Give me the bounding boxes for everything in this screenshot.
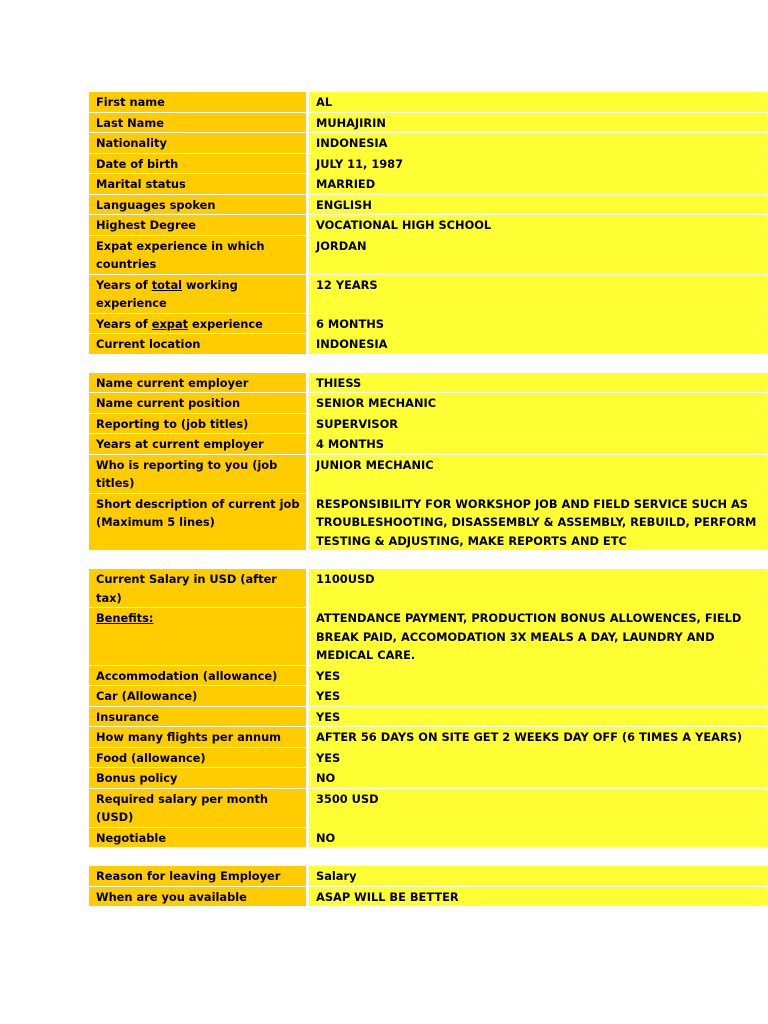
expat-experience-label-pre: Years of bbox=[96, 316, 152, 331]
car-value: YES bbox=[309, 686, 767, 706]
marital-value: MARRIED bbox=[309, 174, 767, 194]
languages-value: ENGLISH bbox=[309, 195, 767, 215]
row-languages bbox=[89, 195, 767, 215]
first-name-label: First name bbox=[89, 92, 306, 112]
row-benefits bbox=[89, 608, 767, 665]
row-reporting-to-you bbox=[89, 455, 767, 493]
negotiable-value: NO bbox=[309, 828, 767, 848]
row-accommodation bbox=[89, 666, 767, 686]
row-required-salary bbox=[89, 789, 767, 827]
last-name-label: Last Name bbox=[89, 113, 306, 133]
employer-value: THIESS bbox=[309, 373, 767, 393]
row-reporting-to bbox=[89, 414, 767, 434]
benefits-label: Benefits: bbox=[89, 608, 306, 665]
total-experience-label-underlined: total bbox=[151, 277, 183, 292]
last-name-value: MUHAJIRIN bbox=[309, 113, 767, 133]
required-salary-label: Required salary per month (USD) bbox=[89, 789, 306, 827]
insurance-value: YES bbox=[309, 707, 767, 727]
row-last-name bbox=[89, 113, 767, 133]
reporting-to-value: SUPERVISOR bbox=[309, 414, 767, 434]
row-position bbox=[89, 393, 767, 413]
total-experience-value: 12 YEARS bbox=[309, 275, 767, 313]
location-label: Current location bbox=[89, 334, 306, 354]
employment-section bbox=[89, 373, 767, 551]
row-reason-leaving bbox=[89, 866, 767, 886]
flights-value: AFTER 56 DAYS ON SITE GET 2 WEEKS DAY OFF (6 TIMES A YEARS) bbox=[309, 727, 767, 747]
row-food bbox=[89, 748, 767, 768]
total-experience-label-post: working experience bbox=[96, 277, 238, 310]
availability-label: When are you available bbox=[89, 887, 306, 907]
position-label: Name current position bbox=[89, 393, 306, 413]
expat-experience-label bbox=[89, 314, 306, 334]
degree-value: VOCATIONAL HIGH SCHOOL bbox=[309, 215, 767, 235]
reporting-to-you-label: Who is reporting to you (job titles) bbox=[89, 455, 306, 493]
row-degree bbox=[89, 215, 767, 235]
row-marital bbox=[89, 174, 767, 194]
first-name-value: AL bbox=[309, 92, 767, 112]
row-availability bbox=[89, 887, 767, 907]
expat-experience-label-underlined: expat bbox=[151, 316, 189, 331]
total-experience-label-pre: Years of bbox=[96, 277, 152, 292]
required-salary-value: 3500 USD bbox=[309, 789, 767, 827]
reporting-to-label: Reporting to (job titles) bbox=[89, 414, 306, 434]
row-job-description bbox=[89, 494, 767, 551]
row-salary bbox=[89, 569, 767, 607]
row-employer bbox=[89, 373, 767, 393]
negotiable-label: Negotiable bbox=[89, 828, 306, 848]
row-total-experience bbox=[89, 275, 767, 313]
nationality-value: INDONESIA bbox=[309, 133, 767, 153]
position-value: SENIOR MECHANIC bbox=[309, 393, 767, 413]
degree-label: Highest Degree bbox=[89, 215, 306, 235]
salary-value: 1100USD bbox=[309, 569, 767, 607]
benefits-value: ATTENDANCE PAYMENT, PRODUCTION BONUS ALLOWENCES, FIELD BREAK PAID, ACCOMODATION 3X MEALS A DAY, LAUNDRY AND MEDICAL CARE. bbox=[309, 608, 767, 665]
bonus-value: NO bbox=[309, 768, 767, 788]
marital-label: Marital status bbox=[89, 174, 306, 194]
row-nationality bbox=[89, 133, 767, 153]
nationality-label: Nationality bbox=[89, 133, 306, 153]
expat-countries-value: JORDAN bbox=[309, 236, 767, 274]
accommodation-label: Accommodation (allowance) bbox=[89, 666, 306, 686]
food-label: Food (allowance) bbox=[89, 748, 306, 768]
employer-label: Name current employer bbox=[89, 373, 306, 393]
years-at-employer-value: 4 MONTHS bbox=[309, 434, 767, 454]
leaving-section bbox=[89, 866, 767, 906]
candidate-form bbox=[89, 92, 767, 907]
job-description-label: Short description of current job (Maximum 5 lines) bbox=[89, 494, 306, 551]
reporting-to-you-value: JUNIOR MECHANIC bbox=[309, 455, 767, 493]
row-flights bbox=[89, 727, 767, 747]
accommodation-value: YES bbox=[309, 666, 767, 686]
expat-experience-value: 6 MONTHS bbox=[309, 314, 767, 334]
dob-value: JULY 11, 1987 bbox=[309, 154, 767, 174]
location-value: INDONESIA bbox=[309, 334, 767, 354]
row-car bbox=[89, 686, 767, 706]
expat-experience-label-post: experience bbox=[188, 316, 263, 331]
languages-label: Languages spoken bbox=[89, 195, 306, 215]
reason-leaving-label: Reason for leaving Employer bbox=[89, 866, 306, 886]
row-insurance bbox=[89, 707, 767, 727]
compensation-section bbox=[89, 569, 767, 847]
row-years-at-employer bbox=[89, 434, 767, 454]
car-label: Car (Allowance) bbox=[89, 686, 306, 706]
food-value: YES bbox=[309, 748, 767, 768]
total-experience-label bbox=[89, 275, 306, 313]
row-expat-experience bbox=[89, 314, 767, 334]
row-location bbox=[89, 334, 767, 354]
row-bonus bbox=[89, 768, 767, 788]
row-dob bbox=[89, 154, 767, 174]
expat-countries-label: Expat experience in which countries bbox=[89, 236, 306, 274]
row-expat-countries bbox=[89, 236, 767, 274]
row-first-name bbox=[89, 92, 767, 112]
personal-section bbox=[89, 92, 767, 354]
insurance-label: Insurance bbox=[89, 707, 306, 727]
row-negotiable bbox=[89, 828, 767, 848]
flights-label: How many flights per annum bbox=[89, 727, 306, 747]
bonus-label: Bonus policy bbox=[89, 768, 306, 788]
years-at-employer-label: Years at current employer bbox=[89, 434, 306, 454]
salary-label: Current Salary in USD (after tax) bbox=[89, 569, 306, 607]
dob-label: Date of birth bbox=[89, 154, 306, 174]
reason-leaving-value: Salary bbox=[309, 866, 767, 886]
job-description-value: RESPONSIBILITY FOR WORKSHOP JOB AND FIELD SERVICE SUCH AS TROUBLESHOOTING, DISASSEMBLY & ASSEMBLY, REBUILD, PERFORM TESTING & ADJUSTING, MAKE REPORTS AND ETC bbox=[309, 494, 767, 551]
availability-value: ASAP WILL BE BETTER bbox=[309, 887, 767, 907]
